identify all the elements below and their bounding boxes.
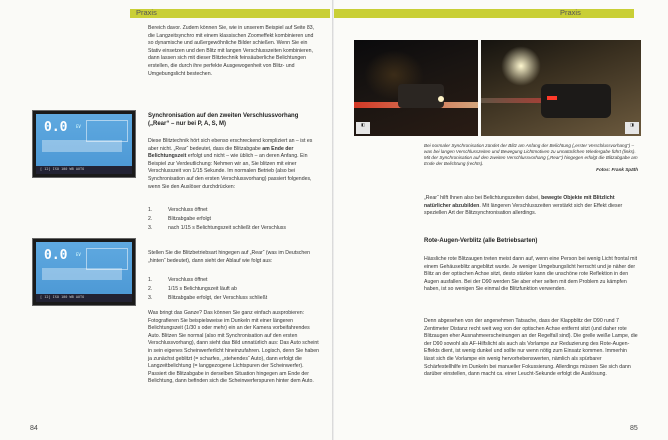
paragraph-red-eye: Hässliche rote Blitzaugen treten meist dann auf, wenn eine Person bei wenig Licht frontal mit einem Gehäuseblitz angeblitzt wurde. Je weniger Umgebungslicht herrscht und je näher der Blitz an der optischen Achse sitzt, desto stärker kann die unschöne rote Reflektion in den Augen ausfallen. Bei der D90 werden Sie aber eher selten mit dem Problem zu kämpfen haben, ist so wenigen Sie einmal die Blitzfunktion verwenden. <box>424 256 638 293</box>
header-bar <box>130 9 330 18</box>
photo-credit: Fotos: Frank Späth <box>596 167 638 172</box>
sync-icon: ◨ <box>625 122 639 134</box>
paragraph-example: Was bringt das Ganze? Das können Sie ganz einfach ausprobieren: Fotografieren Sie beispielsweise im Dunkeln mit einer längeren Belichtungszeit (1/30 s oder mehr) ein an der Kamera vorbeifahrendes Auto. Blitzen Sie normal (also mit Synchronisation auf den ersten Verschlussvorhang), dann sieht das Bild unnatürlich aus: Das Auto scheint in sein eigenes Scheinwerferlicht hineinzufahren. Logisch, denn Sie haben ja zunächst geblitzt (= scharfes, „stehendes“ Auto), dann erfolgt die Langzeitbelichtung (= langgezogene Lichtspuren der Scheinwerfer). Passiert die Blitzabgabe in derselben Situation hingegen am Ende der Belichtung, dann befinden sich die Scheinwerferspuren hinter dem Auto. <box>148 310 320 385</box>
lcd-info: [ 12] ISO 100 WB AUTO <box>40 295 85 299</box>
lcd-indicator-box <box>86 248 128 270</box>
caption-text: Bei normaler Synchronisation zündet der Blitz am Anfang der Belichtung („erster Verschlussvorhang“) – was bei langen Verschlusszeiten und Bewegung Lichtmotiven zu unnatürlichen Wiedergabe führt (links). Mit der Synchronisation auf den zweiten Verschlussvorhang („Rear“) hingegen erfolgt die Blitzabgabe am Ende der Belichtung (rechts). <box>424 143 638 166</box>
lcd-info-strip <box>36 294 132 302</box>
lcd-exposure-scale <box>42 268 122 280</box>
paragraph-rear-benefit <box>424 195 638 218</box>
header-label: Praxis <box>136 8 157 17</box>
photo-caption <box>424 143 638 173</box>
sync-icon: ◧ <box>356 122 370 134</box>
list-text: Blitzabgabe erfolgt <box>168 216 211 222</box>
list-number: 1. <box>148 277 153 283</box>
list-number: 2. <box>148 216 153 222</box>
headlight <box>438 96 444 102</box>
car-shape <box>541 84 611 118</box>
sequence-list-rear <box>148 276 320 303</box>
section-heading: Synchronisation auf den zweiten Verschlussvorhang („Rear“ – nur bei P, A, S, M) <box>148 113 299 127</box>
camera-lcd-display <box>32 110 136 178</box>
photo-first-curtain <box>354 40 478 136</box>
intro-paragraph: Bereich davor. Zudem können Sie, wie in unserem Beispiel auf Seite 83, die Langzeitsynchro mit einem klassischen Zoomeffekt kombinieren und so dynamische und außergewöhnliche Bilder schießen. Wenn Sie ein Stativ einsetzen und den Blitz mit langen Verschlusszeiten kombinieren, dann lassen sich mit dieser Blitztechnik feinsäuberliche Belichtungen erstellen, die durch ihre perfekte Ausgewogenheit von Blitz- und Umgebungslicht bestechen. <box>148 25 315 77</box>
left-page <box>0 0 333 440</box>
sequence-list-normal <box>148 206 320 233</box>
lcd-value: 0.0 <box>44 248 68 263</box>
text-run: erfolgt und nicht – wie üblich – an deren Anfang. Ein Beispiel zur Verdeutlichung: Nehmen wir an, Sie blitzen mit einer Verschlusszeit von 1/15 Sekunde. Im normalen Betrieb (also bei Synchronisation auf den ersten Verschlussvorhang) passiert folgendes, wenn Sie den Auslöser durchdrücken: <box>148 153 312 190</box>
list-number: 3. <box>148 225 153 231</box>
page-number: 85 <box>630 425 638 432</box>
right-page <box>334 0 668 440</box>
lcd-unit: EV <box>76 124 81 129</box>
lcd-screen <box>36 114 132 174</box>
camera-lcd-display <box>32 238 136 306</box>
list-text: nach 1/15 s Belichtungszeit schließt der Verschluss <box>168 225 286 231</box>
list-number: 3. <box>148 295 153 301</box>
list-number: 1. <box>148 207 153 213</box>
tail-light <box>547 96 557 100</box>
lcd-value: 0.0 <box>44 120 68 135</box>
list-item <box>148 206 320 215</box>
text-run: Diese Blitztechnik hört sich ebenso erschreckend kompliziert an – ist es aber nicht. „Rear“ bedeutet, dass die Blitzabgabe <box>148 138 313 152</box>
text-run: . Mit längeren Verschlusszeiten verstärkt sich der Effekt dieser speziellen Art der Blitzsynchronisation allerdings. <box>424 202 623 217</box>
lcd-info-strip <box>36 166 132 174</box>
list-text: 1/15 s Belichtungszeit läuft ab <box>168 286 237 292</box>
list-number: 2. <box>148 286 153 292</box>
header-bar <box>334 9 634 18</box>
lcd-indicator-box <box>86 120 128 142</box>
text-run: „Rear“ hilft Ihnen also bei Belichtungszeiten dabei, <box>424 195 542 201</box>
lcd-screen <box>36 242 132 302</box>
list-text: Verschluss öffnet <box>168 207 208 213</box>
page-number: 84 <box>30 425 38 432</box>
emphasis-text: bewegte Objekte mit Blitzlicht natürlicher abzubilden <box>424 195 615 209</box>
paragraph-rear-mode: Stellen Sie die Blitzbetriebsart hingegen auf „Rear“ (was im Deutschen „hinten“ bedeutet), dann sieht der Ablauf wie folgt aus: <box>148 250 311 264</box>
emphasis-text: am Ende der Belichtungszeit <box>148 145 294 160</box>
paragraph-d90-flash: Denn abgesehen von der angenehmen Tatsache, dass der Klappblitz der D90 rund 7 Zentimeter Distanz recht weit weg von der optischen Achse entfernt sitzt (und daher rote Blitzaugen eher Ausnahmeerscheinungen an der Regelfall sind). Die grelle weiße Lampe, die der D90 sowohl als AF-Hilfslicht als auch als Vorlampe zur Reduzierung des Rote-Augen-Effekts dient, ist wenig dunkel und sollte nur wenn nötig zum Einsatz kommen. Immerhin lässt sich die Vorlampe ein wenig hervorhebenswerten, nämlich als spürbarer Schärfestellhilfe im Dunkeln bei manueller Fokussierung. Allerdings müssen Sie sich dann darüber einstellen, dann macht ca. einer Leucht-Sekunde erfolgt die Auslösung. <box>424 318 638 378</box>
list-item <box>148 285 320 294</box>
lcd-unit: EV <box>76 252 81 257</box>
list-item <box>148 224 320 233</box>
car-shape <box>398 84 444 108</box>
list-item <box>148 294 320 303</box>
section-heading: Rote-Augen-Verblitz (alle Betriebsarten) <box>424 238 538 244</box>
photo-rear-curtain <box>481 40 641 136</box>
lcd-exposure-scale <box>42 140 122 152</box>
list-item <box>148 276 320 285</box>
paragraph-rear-sync <box>148 138 320 191</box>
street-light-glow <box>501 46 541 86</box>
lcd-info: [ 12] ISO 100 WB AUTO <box>40 167 85 171</box>
list-item <box>148 215 320 224</box>
list-text: Verschluss öffnet <box>168 277 208 283</box>
list-text: Blitzabgabe erfolgt, der Verschluss schließt <box>168 295 268 301</box>
header-label: Praxis <box>560 8 581 17</box>
